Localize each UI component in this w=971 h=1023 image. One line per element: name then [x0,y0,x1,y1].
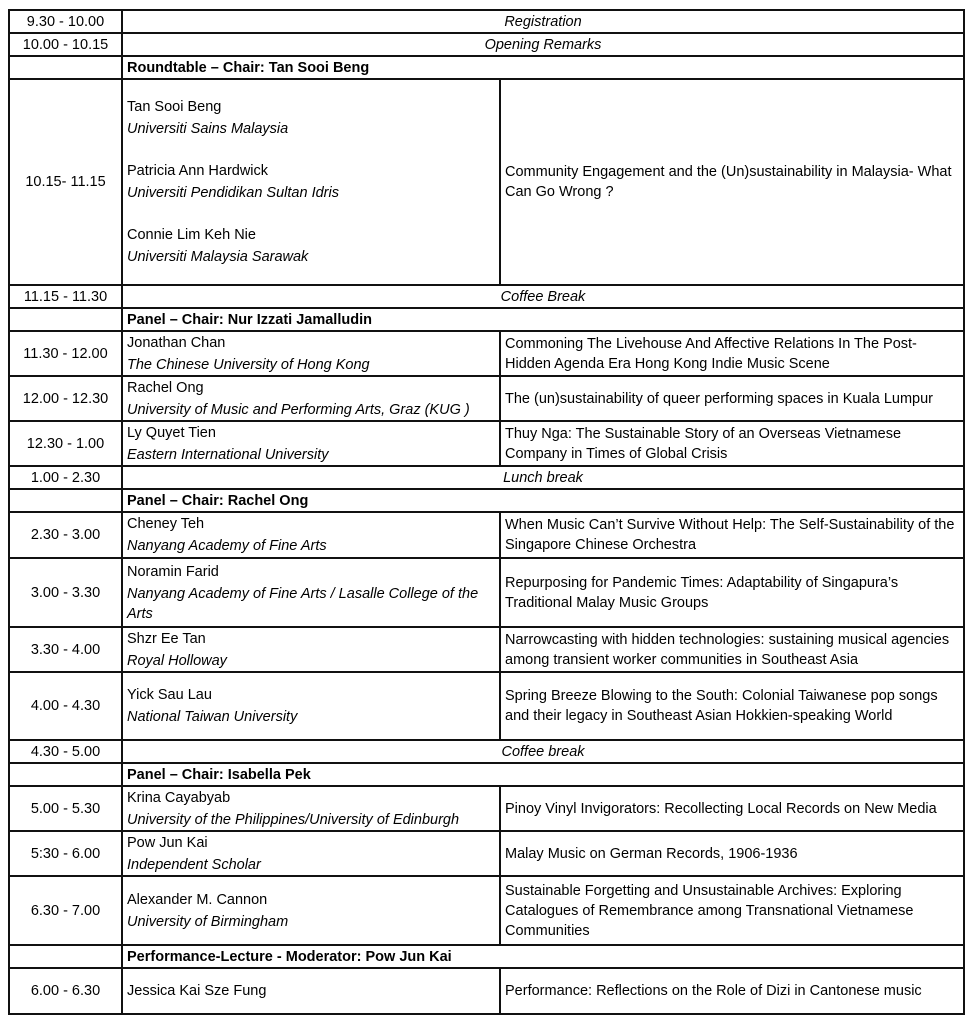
speaker-affiliation: Royal Holloway [127,652,227,669]
speaker-name: Jonathan Chan [127,334,226,351]
time-cell: 4.30 - 5.00 [9,740,122,763]
session-label: Coffee break [122,740,964,763]
speaker-name: Rachel Ong [127,379,204,396]
speaker-name: Alexander M. Cannon [127,891,268,908]
time-cell: 1.00 - 2.30 [9,466,122,489]
time-cell: 2.30 - 3.00 [9,512,122,558]
speaker-affiliation: Nanyang Academy of Fine Arts / Lasalle College of the Arts [127,585,479,622]
schedule-row-talk [9,558,964,627]
schedule-row-registration [9,10,964,33]
speaker-affiliation: Independent Scholar [127,856,261,873]
speaker-affiliation: Universiti Malaysia Sarawak [127,249,309,265]
speaker-affiliation: University of Birmingham [127,913,289,930]
time-cell-empty [9,763,122,786]
speaker-cell [122,968,500,1014]
time-cell: 5.00 - 5.30 [9,786,122,831]
schedule-row-talk [9,672,964,740]
talk-title: Pinoy Vinyl Invigorators: Recollecting Local Records on New Media [500,786,964,831]
session-label: Opening Remarks [122,33,964,56]
time-cell: 6.00 - 6.30 [9,968,122,1014]
talk-title: Community Engagement and the (Un)sustainability in Malaysia- What Can Go Wrong ? [500,79,964,285]
schedule-row-talk [9,627,964,672]
schedule-row-coffee-break [9,285,964,308]
speaker-cell [122,376,500,421]
speakers-cell [122,79,500,285]
schedule-row-talk [9,512,964,558]
schedule-row-talk [9,968,964,1014]
speaker-name: Patricia Ann Hardwick [127,163,269,179]
speaker-name: Cheney Teh [127,516,205,532]
speaker-name: Pow Jun Kai [127,834,208,851]
time-cell: 11.15 - 11.30 [9,285,122,308]
section-title: Performance-Lecture - Moderator: Pow Jun Kai [122,945,964,968]
speaker-cell [122,331,500,376]
section-title: Panel – Chair: Rachel Ong [122,489,964,512]
session-label: Lunch break [122,466,964,489]
schedule-row-talk [9,786,964,831]
speaker-name: Yick Sau Lau [127,687,212,703]
speaker-name: Krina Cayabyab [127,789,231,806]
speaker-affiliation: Universiti Sains Malaysia [127,121,289,137]
speaker-affiliation: Eastern International University [127,446,329,463]
section-title: Panel – Chair: Nur Izzati Jamalludin [122,308,964,331]
schedule-row-talk [9,831,964,876]
speaker-name: Jessica Kai Sze Fung [127,983,267,999]
section-title: Panel – Chair: Isabella Pek [122,763,964,786]
speaker-cell [122,876,500,945]
section-header-performance-lecture [9,945,964,968]
speaker-cell [122,421,500,466]
section-header-panel [9,489,964,512]
talk-title: Spring Breeze Blowing to the South: Colonial Taiwanese pop songs and their legacy in Southeast Asian Hokkien-speaking World [500,672,964,740]
time-cell: 3.30 - 4.00 [9,627,122,672]
speaker-name: Shzr Ee Tan [127,630,206,647]
time-cell: 9.30 - 10.00 [9,10,122,33]
speaker-affiliation: The Chinese University of Hong Kong [127,356,370,373]
time-cell: 3.00 - 3.30 [9,558,122,627]
speaker-name: Connie Lim Keh Nie [127,227,256,243]
section-header-panel [9,308,964,331]
schedule-row-talk [9,376,964,421]
speaker-cell [122,786,500,831]
speaker-cell [122,512,500,558]
talk-title: Narrowcasting with hidden technologies: sustaining musical agencies among transient worker communities in Southeast Asia [500,627,964,672]
section-header-roundtable [9,56,964,79]
speaker-name: Noramin Farid [127,563,219,580]
speaker-affiliation: Nanyang Academy of Fine Arts [127,538,327,554]
schedule-row-coffee-break [9,740,964,763]
time-cell: 12.30 - 1.00 [9,421,122,466]
speaker-affiliation: National Taiwan University [127,709,298,725]
time-cell-empty [9,489,122,512]
talk-title: Thuy Nga: The Sustainable Story of an Overseas Vietnamese Company in Times of Global Crisis [500,421,964,466]
time-cell: 10.00 - 10.15 [9,33,122,56]
speaker-cell [122,831,500,876]
section-header-panel [9,763,964,786]
speaker-affiliation: Universiti Pendidikan Sultan Idris [127,185,339,201]
session-label: Coffee Break [122,285,964,308]
schedule-row-talk [9,421,964,466]
talk-title: Sustainable Forgetting and Unsustainable Archives: Exploring Catalogues of Remembrance among Transnational Vietnamese Communities [500,876,964,945]
time-cell: 12.00 - 12.30 [9,376,122,421]
time-cell: 6.30 - 7.00 [9,876,122,945]
schedule-row-talk [9,331,964,376]
schedule-row-lunch-break [9,466,964,489]
time-cell: 4.00 - 4.30 [9,672,122,740]
speaker-affiliation: University of the Philippines/University of Edinburgh [127,811,460,828]
time-cell-empty [9,56,122,79]
talk-title: Performance: Reflections on the Role of Dizi in Cantonese music [500,968,964,1014]
session-label: Registration [122,10,964,33]
speaker-cell [122,672,500,740]
time-cell: 11.30 - 12.00 [9,331,122,376]
time-cell: 5:30 - 6.00 [9,831,122,876]
speaker-affiliation: University of Music and Performing Arts, Graz (KUG ) [127,401,470,418]
section-title: Roundtable – Chair: Tan Sooi Beng [122,56,964,79]
programme-schedule-table [8,9,965,1015]
schedule-row-talk [9,876,964,945]
talk-title: The (un)sustainability of queer performing spaces in Kuala Lumpur [500,376,964,421]
talk-title: When Music Can’t Survive Without Help: The Self-Sustainability of the Singapore Chinese Orchestra [500,512,964,558]
time-cell-empty [9,308,122,331]
speaker-cell [122,558,500,627]
speaker-name: Ly Quyet Tien [127,424,216,441]
speaker-name: Tan Sooi Beng [127,99,222,115]
talk-title: Commoning The Livehouse And Affective Relations In The Post-Hidden Agenda Era Hong Kong Indie Music Scene [500,331,964,376]
time-cell-empty [9,945,122,968]
speaker-cell [122,627,500,672]
talk-title: Repurposing for Pandemic Times: Adaptability of Singapura’s Traditional Malay Music Groups [500,558,964,627]
talk-title: Malay Music on German Records, 1906-1936 [500,831,964,876]
schedule-row-opening-remarks [9,33,964,56]
schedule-row-roundtable [9,79,964,285]
time-cell: 10.15- 11.15 [9,79,122,285]
